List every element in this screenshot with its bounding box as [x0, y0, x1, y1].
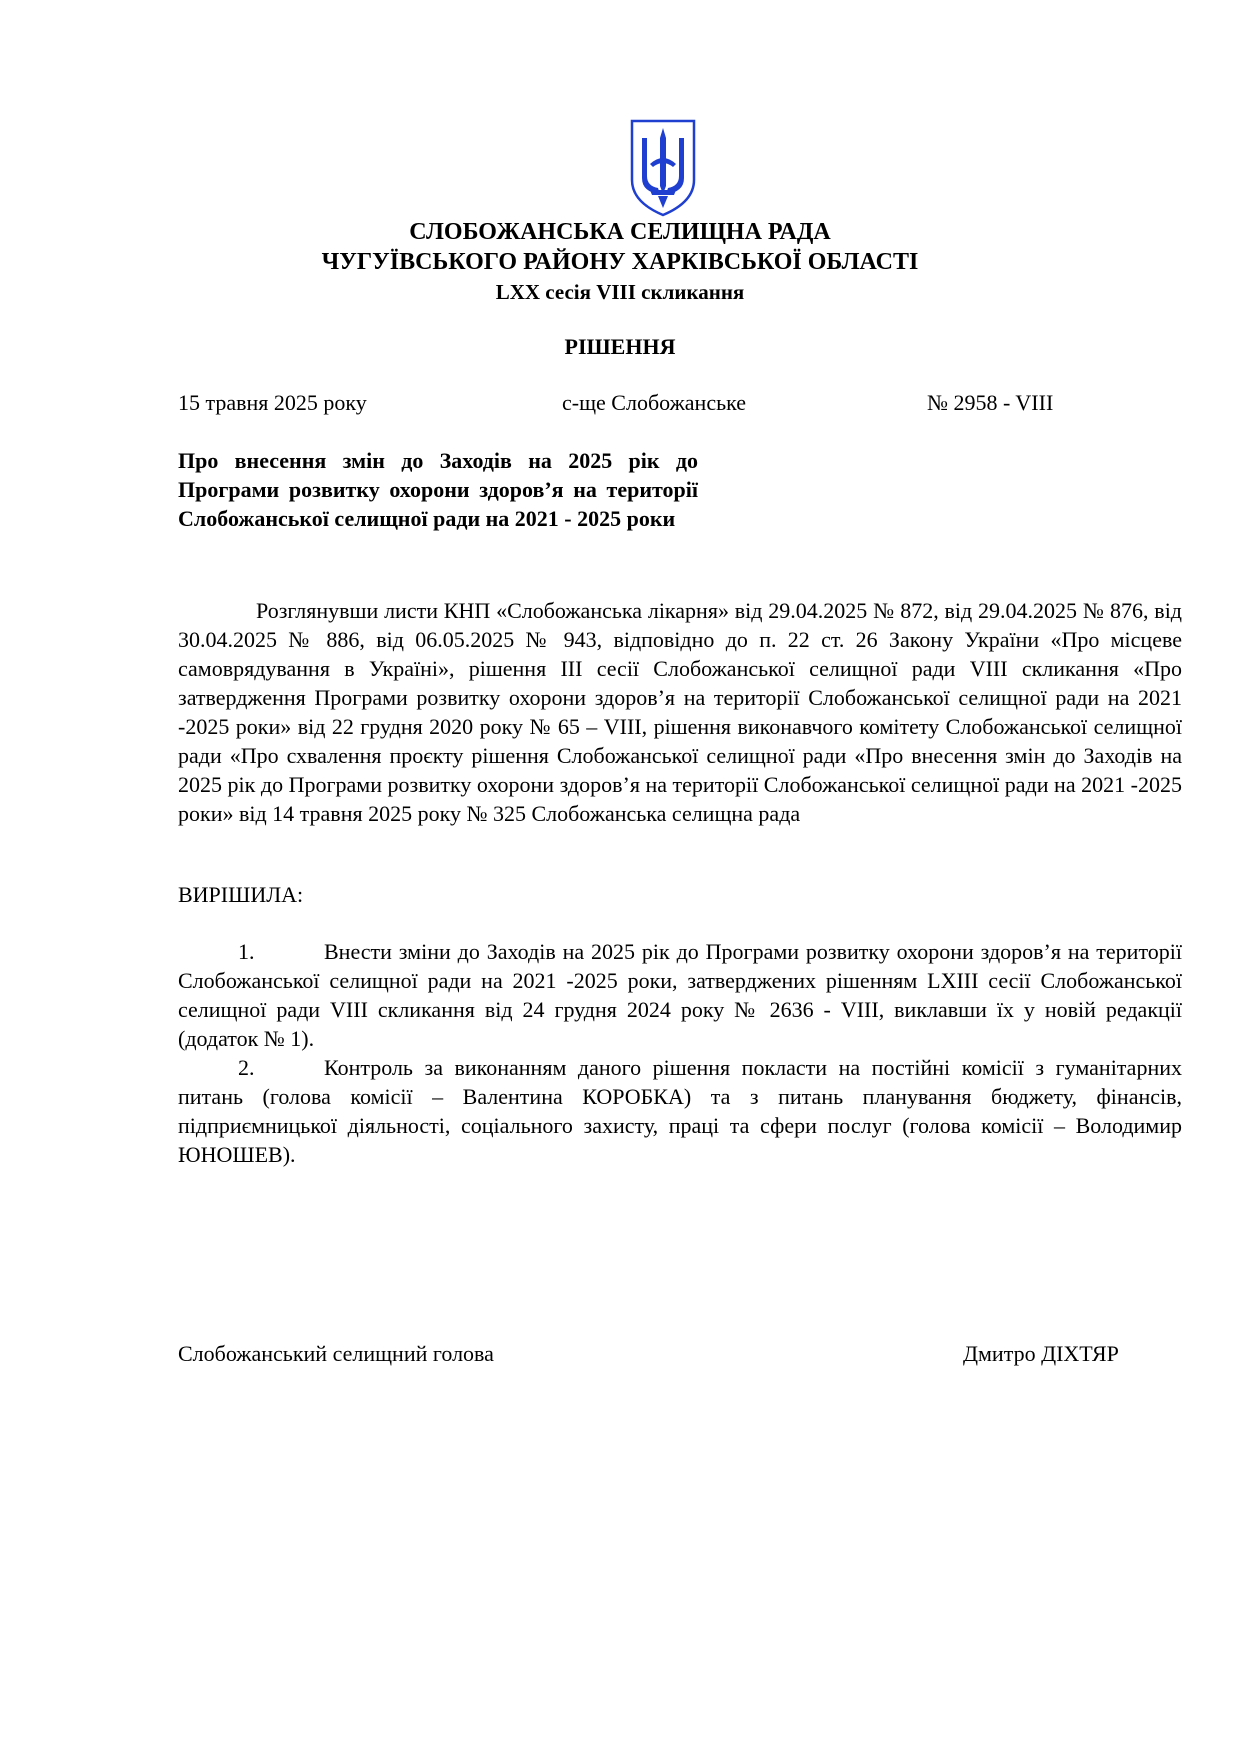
decision-number: № 2958 - VIII — [927, 390, 1054, 415]
decision-items — [178, 937, 1182, 1169]
decision-place: с-ще Слобожанське — [562, 390, 747, 415]
item-text: Внести зміни до Заходів на 2025 рік до Програми розвитку охорони здоров’я на території Слобожанської селищної ради на 2021 -2025 роки, затверджених рішенням LXIII сесії Слобожанської селищної ради VIII скликання від 24 грудня 2024 року № 2636 - VIII, виклавши їх у новій редакції (додаток № 1). — [178, 939, 1182, 1051]
decision-item — [178, 1053, 1182, 1169]
council-name: СЛОБОЖАНСЬКА СЕЛИЩНА РАДА — [409, 219, 831, 245]
item-text: Контроль за виконанням даного рішення покласти на постійні комісії з гуманітарних питань (голова комісії – Валентина КОРОБКА) та з питань планування бюджету, фінансів, підприємницької діяльності, соціального захисту, праці та сфери послуг (голова комісії – Володимир ЮНОШЕВ). — [178, 1055, 1182, 1167]
preamble-paragraph: Розглянувши листи КНП «Слобожанська лікарня» від 29.04.2025 № 872, від 29.04.2025 № 876, від 30.04.2025 № 886, від 06.05.2025 № 943, відповідно до п. 22 ст. 26 Закону України «Про місцеве самоврядування в Україні», рішення ІІІ сесії Слобожанської селищної ради VIII скликання «Про затвердження Програми розвитку охорони здоров’я на території Слобожанської селищної ради на 2021 -2025 роки» від 22 грудня 2020 року № 65 – VIII, рішення виконавчого комітету Слобожанської селищної ради «Про схвалення проєкту рішення Слобожанської селищної ради «Про внесення змін до Заходів на 2025 рік до Програми розвитку охорони здоров’я на території Слобожанської селищної ради на 2021 -2025 роки» від 14 травня 2025 року № 325 Слобожанська селищна рада — [178, 598, 1182, 826]
council-district: ЧУГУЇВСЬКОГО РАЙОНУ ХАРКІВСЬКОЇ ОБЛАСТІ — [321, 249, 919, 275]
signatory-name: Дмитро ДІХТЯР — [963, 1341, 1119, 1366]
session-info: LXX сесія VIII скликання — [495, 280, 745, 304]
coat-of-arms-icon — [628, 118, 698, 218]
document-type: РІШЕННЯ — [564, 334, 676, 359]
decision-item — [178, 937, 1182, 1053]
signatory-title: Слобожанський селищний голова — [178, 1341, 494, 1366]
decision-subject: Про внесення змін до Заходів на 2025 рік до Програми розвитку охорони здоров’я на території Слобожанської селищної ради на 2021 - 2025 роки — [178, 448, 698, 531]
decided-label: ВИРІШИЛА: — [178, 882, 304, 907]
decision-date: 15 травня 2025 року — [178, 390, 367, 415]
item-number: 2. — [238, 1055, 255, 1080]
item-number: 1. — [238, 939, 255, 964]
